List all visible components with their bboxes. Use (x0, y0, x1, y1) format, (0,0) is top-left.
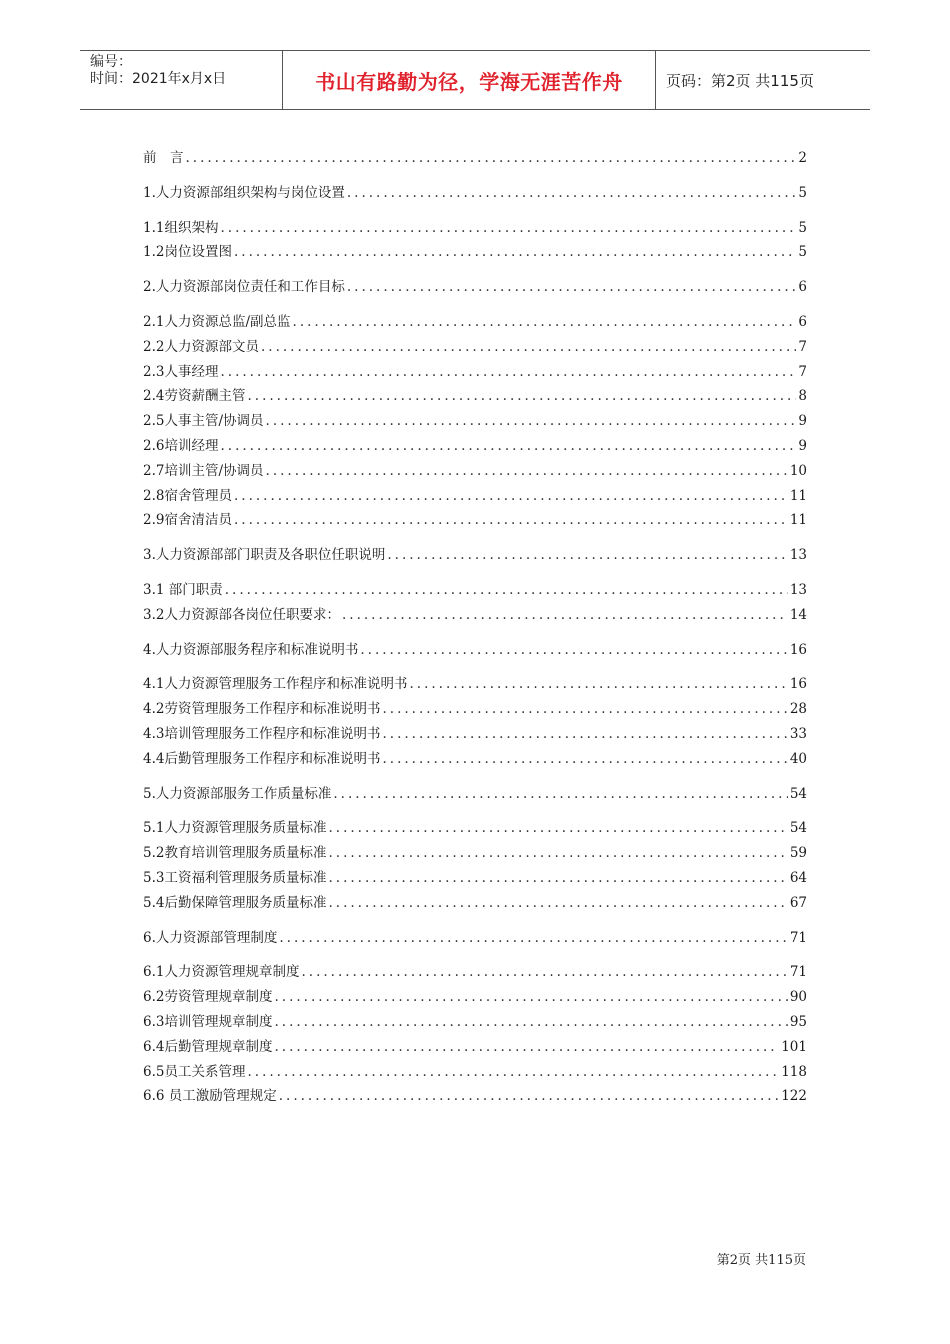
toc-dot-leader (382, 751, 787, 767)
toc-dot-leader (266, 463, 788, 479)
toc-entry-title: 6.4后勤管理规章制度 (143, 1038, 273, 1055)
toc-entry-title: 3.人力资源部部门职责及各职位任职说明 (143, 547, 386, 564)
toc-entry-title: 2.人力资源部岗位责任和工作目标 (143, 279, 345, 296)
toc-entry[interactable] (143, 782, 807, 807)
toc-entry[interactable] (143, 638, 807, 663)
toc-dot-leader (274, 1039, 779, 1055)
toc-entry[interactable] (143, 360, 807, 385)
toc-entry[interactable] (143, 960, 807, 985)
toc-entry[interactable] (143, 891, 807, 916)
toc-dot-leader (220, 364, 796, 380)
toc-entry[interactable] (143, 1060, 807, 1085)
toc-entry-page: 122 (781, 1088, 807, 1105)
toc-dot-leader (347, 185, 797, 201)
toc-entry-page: 6 (798, 313, 807, 330)
toc-entry-title: 2.6培训经理 (143, 437, 219, 454)
toc-entry-title: 6.1人力资源管理规章制度 (143, 964, 300, 981)
toc-entry[interactable] (143, 275, 807, 300)
toc-entry-page: 14 (789, 606, 807, 623)
toc-entry[interactable] (143, 603, 807, 628)
toc-dot-leader (328, 845, 787, 861)
toc-dot-leader (382, 701, 787, 717)
toc-dot-leader (274, 989, 787, 1005)
toc-entry[interactable] (143, 578, 807, 603)
toc-entry-title: 1.2岗位设置图 (143, 244, 232, 261)
toc-entry-title: 6.人力资源部管理制度 (143, 929, 278, 946)
toc-entry-page: 90 (789, 989, 807, 1006)
toc-entry[interactable] (143, 866, 807, 891)
toc-dot-leader (266, 413, 797, 429)
toc-entry[interactable] (143, 543, 807, 568)
toc-dot-leader (234, 244, 796, 260)
toc-entry-title: 6.2劳资管理规章制度 (143, 989, 273, 1006)
toc-dot-leader (360, 642, 787, 658)
toc-entry[interactable] (143, 146, 807, 171)
toc-entry-page: 118 (781, 1063, 807, 1080)
toc-entry[interactable] (143, 672, 807, 697)
toc-entry-page: 33 (789, 725, 807, 742)
toc-entry-title: 4.1人力资源管理服务工作程序和标准说明书 (143, 676, 408, 693)
toc-entry-title: 2.4劳资薪酬主管 (143, 388, 246, 405)
toc-entry-page: 11 (789, 512, 807, 529)
page-header (80, 50, 870, 110)
toc-entry-title: 2.2人力资源部文员 (143, 338, 259, 355)
toc-dot-leader (333, 786, 787, 802)
toc-dot-leader (234, 488, 788, 504)
toc-dot-leader (274, 1014, 787, 1030)
toc-dot-leader (220, 438, 796, 454)
toc-dot-leader (328, 820, 787, 836)
toc-entry-title: 2.1人力资源总监/副总监 (143, 313, 291, 330)
header-meta (80, 51, 282, 109)
toc-entry[interactable] (143, 816, 807, 841)
toc-entry-page: 13 (789, 581, 807, 598)
toc-entry-page: 67 (789, 894, 807, 911)
document-number-label: 编号： (90, 54, 132, 70)
toc-dot-leader (279, 930, 787, 946)
toc-entry[interactable] (143, 747, 807, 772)
toc-entry-title: 4.人力资源部服务程序和标准说明书 (143, 641, 359, 658)
document-time-label: 时间：2021年x月x日 (90, 71, 227, 87)
toc-entry-page: 7 (798, 338, 807, 355)
toc-entry-page: 6 (798, 279, 807, 296)
toc-dot-leader (387, 547, 787, 563)
toc-entry-page: 5 (798, 219, 807, 236)
toc-entry-title: 2.7培训主管/协调员 (143, 462, 264, 479)
toc-entry-title: 5.3工资福利管理服务质量标准 (143, 869, 327, 886)
toc-entry[interactable] (143, 1084, 807, 1109)
toc-entry-page: 9 (798, 437, 807, 454)
toc-entry[interactable] (143, 1010, 807, 1035)
toc-entry[interactable] (143, 459, 807, 484)
toc-entry-title: 4.2劳资管理服务工作程序和标准说明书 (143, 701, 381, 718)
toc-entry-title: 3.2人力资源部各岗位任职要求： (143, 606, 340, 623)
toc-dot-leader (347, 279, 797, 295)
toc-entry[interactable] (143, 841, 807, 866)
toc-dot-leader (342, 607, 788, 623)
toc-entry-title: 2.8宿舍管理员 (143, 487, 232, 504)
toc-entry-page: 16 (789, 641, 807, 658)
toc-entry-title: 5.4后勤保障管理服务质量标准 (143, 894, 327, 911)
toc-entry-title: 5.人力资源部服务工作质量标准 (143, 785, 332, 802)
toc-entry-page: 7 (798, 363, 807, 380)
toc-entry-page: 11 (789, 487, 807, 504)
toc-entry-title: 6.3培训管理规章制度 (143, 1013, 273, 1030)
toc-entry-page: 28 (789, 701, 807, 718)
toc-dot-leader (328, 895, 787, 911)
toc-entry[interactable] (143, 985, 807, 1010)
table-of-contents (143, 146, 807, 1109)
toc-dot-leader (301, 964, 787, 980)
toc-entry-page: 5 (798, 184, 807, 201)
toc-entry-title: 6.5员工关系管理 (143, 1063, 246, 1080)
toc-entry-page: 54 (789, 785, 807, 802)
toc-entry-title: 2.3人事经理 (143, 363, 219, 380)
header-motto: 书山有路勤为径，学海无涯苦作舟 (282, 51, 656, 109)
toc-dot-leader (225, 582, 788, 598)
toc-dot-leader (261, 339, 796, 355)
toc-entry-title: 2.5人事主管/协调员 (143, 413, 264, 430)
toc-entry[interactable] (143, 335, 807, 360)
toc-entry[interactable] (143, 926, 807, 951)
page-footer: 第2页 共115页 (716, 1253, 806, 1268)
toc-entry-page: 13 (789, 547, 807, 564)
toc-entry-title: 6.6 员工激励管理规定 (143, 1088, 277, 1105)
toc-entry-page: 40 (789, 750, 807, 767)
toc-entry-title: 3.1 部门职责 (143, 581, 223, 598)
toc-entry-page: 54 (789, 820, 807, 837)
toc-dot-leader (247, 388, 796, 404)
toc-dot-leader (382, 726, 787, 742)
toc-dot-leader (247, 1064, 779, 1080)
toc-entry[interactable] (143, 434, 807, 459)
toc-entry-page: 101 (781, 1038, 807, 1055)
toc-entry-page: 16 (789, 676, 807, 693)
toc-entry-page: 71 (789, 929, 807, 946)
toc-entry[interactable] (143, 240, 807, 265)
toc-entry-page: 95 (789, 1013, 807, 1030)
toc-entry[interactable] (143, 508, 807, 533)
toc-dot-leader (279, 1088, 779, 1104)
toc-entry[interactable] (143, 216, 807, 241)
toc-entry[interactable] (143, 484, 807, 509)
header-page-info: 页码：第2页 共115页 (666, 71, 814, 90)
toc-entry-title: 4.4后勤管理服务工作程序和标准说明书 (143, 750, 381, 767)
toc-entry-title: 1.1组织架构 (143, 219, 219, 236)
toc-entry-title: 4.3培训管理服务工作程序和标准说明书 (143, 725, 381, 742)
toc-entry[interactable] (143, 384, 807, 409)
toc-dot-leader (328, 870, 787, 886)
toc-dot-leader (186, 150, 797, 166)
toc-entry[interactable] (143, 722, 807, 747)
toc-entry-page: 8 (798, 388, 807, 405)
toc-dot-leader (293, 314, 797, 330)
toc-entry-page: 5 (798, 244, 807, 261)
toc-entry[interactable] (143, 181, 807, 206)
toc-dot-leader (220, 220, 796, 236)
toc-entry[interactable] (143, 310, 807, 335)
toc-entry-page: 10 (789, 462, 807, 479)
toc-dot-leader (234, 512, 788, 528)
toc-entry-page: 64 (789, 869, 807, 886)
toc-entry-title: 2.9宿舍清洁员 (143, 512, 232, 529)
toc-entry-title: 1.人力资源部组织架构与岗位设置 (143, 184, 345, 201)
toc-entry-title: 前 言 (143, 150, 184, 166)
toc-entry-page: 2 (798, 150, 807, 166)
toc-entry[interactable] (143, 1035, 807, 1060)
toc-dot-leader (409, 676, 787, 692)
toc-entry-page: 71 (789, 964, 807, 981)
toc-entry-page: 9 (798, 413, 807, 430)
toc-entry[interactable] (143, 409, 807, 434)
toc-entry-title: 5.2教育培训管理服务质量标准 (143, 845, 327, 862)
toc-entry-title: 5.1人力资源管理服务质量标准 (143, 820, 327, 837)
toc-entry-page: 59 (789, 845, 807, 862)
toc-entry[interactable] (143, 697, 807, 722)
